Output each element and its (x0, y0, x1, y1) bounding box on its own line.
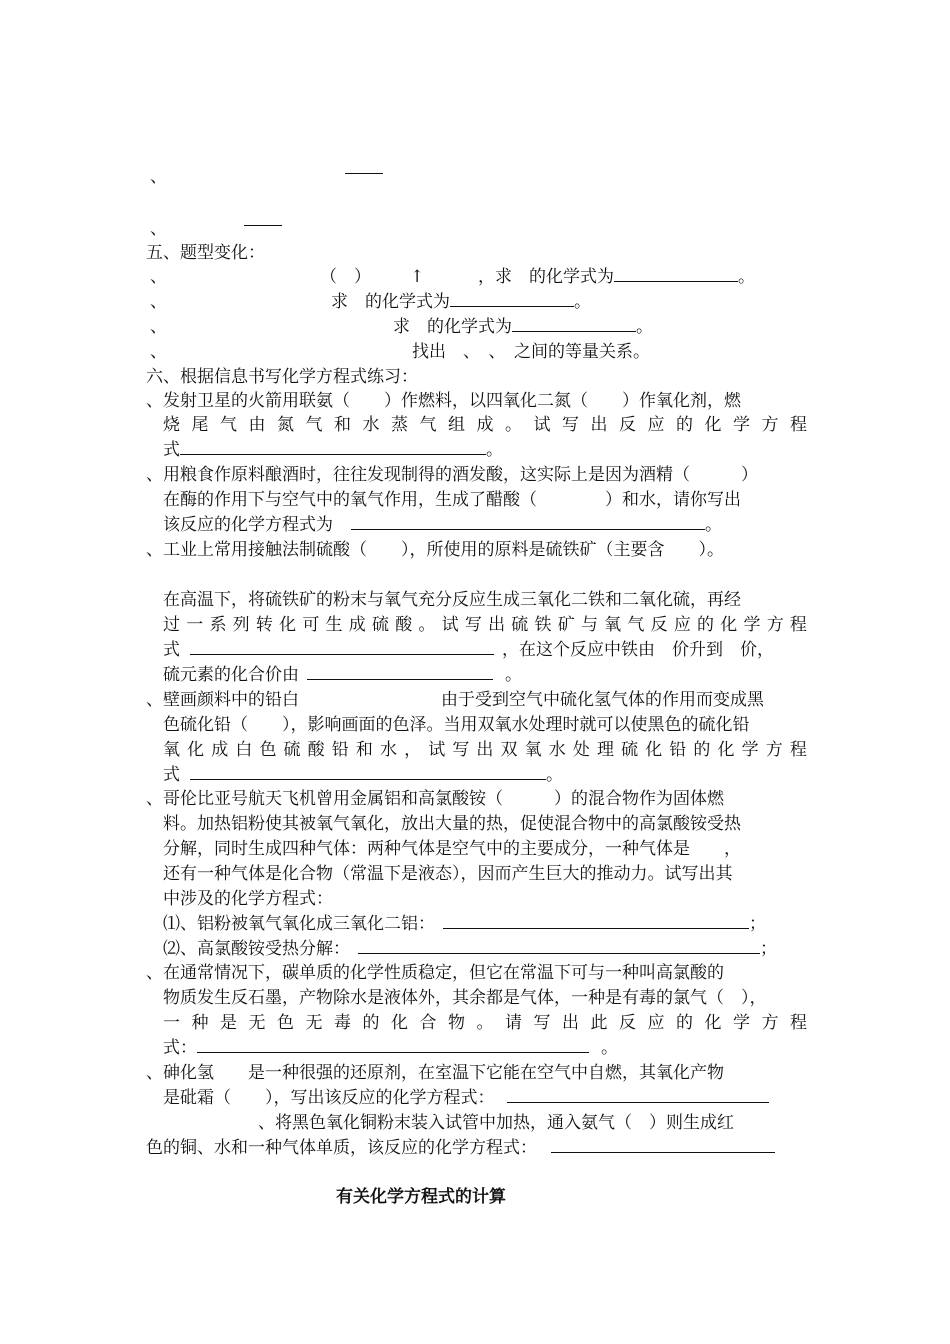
char: 合 (419, 1013, 437, 1033)
text: 是砒霜（ ），写出该反应的化学方程式： (163, 1088, 495, 1108)
char: 双 (500, 740, 518, 760)
p5-line-3: 分解，同时生成四种气体：两种气体是空气中的主要成分，一种气体是 ， (163, 839, 741, 859)
text: 硫元素的化合价由 (163, 665, 299, 685)
char: 方 (765, 740, 783, 760)
char: 学 (743, 615, 761, 635)
char: 烧 (163, 415, 180, 435)
semicolon: ； (760, 939, 777, 959)
char: 水 (362, 415, 380, 435)
p5-line-5: 中涉及的化学方程式： (163, 889, 333, 909)
char: 铅 (669, 740, 687, 760)
char: 氧 (524, 740, 542, 760)
char: 。 (505, 415, 522, 435)
char: 程 (789, 615, 807, 635)
char: 出 (476, 740, 494, 760)
text: 式 (163, 765, 180, 785)
char: 色 (259, 740, 277, 760)
char: 生 (325, 615, 343, 635)
char: 酸 (395, 615, 413, 635)
p4-line-2: 色硫化铅（ ），影响画面的色泽。当用双氧水处理时就可以使黑色的硫化铅 (163, 715, 750, 735)
sec5-q1-paren: （ ） (320, 267, 371, 287)
char: 氧 (163, 740, 180, 760)
char: 一 (186, 615, 204, 635)
answer-blank (351, 514, 705, 530)
char: 反 (650, 615, 668, 635)
char: 方 (761, 1013, 779, 1033)
char: 处 (572, 740, 590, 760)
char: 学 (741, 740, 759, 760)
char: 方 (766, 615, 784, 635)
char: 是 (220, 1013, 237, 1033)
char: 程 (790, 415, 807, 435)
char: 。 (476, 1013, 494, 1033)
sec5-q4-text: 找出 、 、 之间的等量关系。 (412, 342, 650, 362)
period: 。 (486, 440, 503, 460)
answer-blank (180, 439, 486, 455)
char: 气 (220, 415, 237, 435)
answer-blank (614, 266, 738, 282)
p3-line-5 (163, 664, 522, 686)
char: 无 (248, 1013, 266, 1033)
period: 。 (546, 765, 563, 785)
p7-line-2 (163, 1087, 769, 1109)
char: 可 (302, 615, 320, 635)
char: 色 (277, 1013, 294, 1033)
text: ⑴、铝粉被氧气氧化成三氧化二铝： (163, 914, 435, 934)
section-5-heading: 五、题型变化： (146, 243, 265, 263)
char: 硫 (511, 615, 529, 635)
sec5-q3-text (393, 316, 653, 338)
p3-line-2: 在高温下，将硫铁矿的粉末与氧气充分反应生成三氧化二铁和二氧化硫，再经 (163, 590, 741, 610)
section-title: 有关化学方程式的计算 (336, 1187, 506, 1207)
question-text: ，求 的化学式为 (478, 267, 614, 287)
char: 写 (562, 415, 579, 435)
char: 成 (476, 415, 494, 435)
p8-line-1: 、将黑色氧化铜粉末装入试管中加热，通入氨气（ ）则生成红 (258, 1113, 734, 1133)
p6-line-4 (163, 1037, 618, 1059)
char: 写 (533, 1013, 551, 1033)
p5-line-1: 、哥伦比亚号航天飞机曾用金属铝和高氯酸铵（ ）的混合物作为固体燃 (146, 789, 724, 809)
char: 反 (619, 1013, 636, 1033)
char: 程 (789, 740, 807, 760)
text: 式： (163, 1038, 197, 1058)
char: 物 (448, 1013, 465, 1033)
period: 。 (705, 515, 722, 535)
p5-line-4: 还有一种气体是化合物（常温下是液态），因而产生巨大的推动力。试写出其 (163, 864, 733, 884)
char: 试 (441, 615, 459, 635)
char: 系 (209, 615, 227, 635)
period: 。 (505, 665, 522, 685)
p5-sub-1 (163, 913, 766, 935)
p1-line-1: 、发射卫星的火箭用联氨（ ）作燃料，以四氧化二氮（ ）作氧化剂，燃 (146, 391, 741, 411)
char: 成 (348, 615, 366, 635)
char: 请 (505, 1013, 522, 1033)
char: 化 (717, 740, 735, 760)
char: 矿 (557, 615, 575, 635)
char: 酸 (307, 740, 325, 760)
char: 出 (590, 415, 608, 435)
answer-blank (551, 1137, 775, 1153)
char: 化 (704, 415, 722, 435)
answer-blank (450, 291, 574, 307)
char: 的 (362, 1013, 380, 1033)
char: 白 (235, 740, 253, 760)
char: 气 (305, 415, 323, 435)
char: 出 (562, 1013, 579, 1033)
char: 程 (790, 1013, 807, 1033)
p4-line-3 (163, 739, 807, 761)
p6-line-1: 、在通常情况下，碳单质的化学性质稳定，但它在常温下可与一种叫高氯酸的 (146, 963, 724, 983)
question-text: 求 的化学式为 (331, 292, 450, 312)
char: 气 (627, 615, 645, 635)
char: 化 (720, 615, 738, 635)
blank-line-1 (345, 158, 383, 180)
char: 过 (163, 615, 180, 635)
char: 的 (693, 740, 711, 760)
sec5-q3-mark: 、 (150, 317, 167, 337)
char: 理 (596, 740, 614, 760)
p1-line-3 (163, 439, 503, 461)
item-mark: 、 (150, 219, 167, 239)
char: 成 (211, 740, 229, 760)
char: 列 (232, 615, 250, 635)
p2-line-2: 在酶的作用下与空气中的氧气作用，生成了醋酸（ ）和水，请你写出 (163, 490, 741, 510)
fragment-line-1 (150, 166, 167, 188)
sec5-q2-text (331, 291, 591, 313)
text: ，在这个反应中铁由 价升到 价， (502, 640, 774, 660)
char: 与 (580, 615, 598, 635)
p2-line-3 (163, 514, 722, 536)
char: 。 (418, 615, 436, 635)
char: 氧 (604, 615, 622, 635)
char: 毒 (334, 1013, 351, 1033)
char: 水 (548, 740, 566, 760)
char: 氮 (277, 415, 294, 435)
answer-blank (190, 639, 494, 655)
answer-blank (358, 938, 760, 954)
sec5-q4-mark: 、 (150, 342, 167, 362)
char: 硫 (283, 740, 301, 760)
p3-line-1: 、工业上常用接触法制硫酸（ ），所使用的原料是硫铁矿（主要含 ）。 (146, 540, 724, 560)
char: 此 (590, 1013, 608, 1033)
section-6-heading: 六、根据信息书写化学方程式练习： (146, 367, 418, 387)
char: 的 (676, 415, 693, 435)
up-arrow-icon: ↑ (410, 267, 425, 287)
char: ， (404, 740, 422, 760)
p7-line-1: 、砷化氢 是一种很强的还原剂，在室温下它能在空气中自燃，其氧化产物 (146, 1063, 724, 1083)
char: 硫 (621, 740, 639, 760)
question-text: 求 的化学式为 (393, 317, 512, 337)
p5-sub-2 (163, 938, 777, 960)
char: 化 (187, 740, 205, 760)
char: 水 (379, 740, 397, 760)
p3-line-4 (163, 639, 807, 661)
char: 写 (452, 740, 470, 760)
period: 。 (636, 317, 653, 337)
p4-line-1b: 由于受到空气中硫化氢气体的作用而变成黑 (441, 690, 764, 710)
text: ⑵、高氯酸铵受热分解： (163, 939, 350, 959)
char: 转 (255, 615, 273, 635)
text: 该反应的化学方程式为 (163, 515, 333, 535)
char: 铁 (534, 615, 552, 635)
answer-blank (507, 1087, 769, 1103)
text: 式 (163, 440, 180, 460)
char: 应 (647, 415, 665, 435)
char: 和 (334, 415, 351, 435)
char: 化 (704, 1013, 722, 1033)
p3-line-3 (163, 614, 807, 636)
p5-line-2: 料。加热铝粉使其被氧气氧化，放出大量的热，促使混合物中的高氯酸铵受热 (163, 814, 741, 834)
char: 铅 (331, 740, 349, 760)
char: 试 (533, 415, 551, 435)
char: 化 (279, 615, 297, 635)
answer-blank (307, 664, 493, 680)
char: 方 (761, 415, 779, 435)
char: 由 (248, 415, 266, 435)
period: 。 (574, 292, 591, 312)
p8-line-2 (146, 1137, 775, 1159)
period: 。 (601, 1038, 618, 1058)
char: 无 (305, 1013, 323, 1033)
char: 一 (163, 1013, 180, 1033)
fragment-line-2 (150, 218, 167, 240)
text: 式 (163, 640, 180, 660)
char: 学 (733, 415, 750, 435)
char: 和 (355, 740, 373, 760)
p2-line-1: 、用粮食作原料酿酒时，往往发现制得的酒发酸，这实际上是因为酒精（ ） (146, 465, 758, 485)
p1-line-2 (163, 414, 807, 436)
char: 硫 (371, 615, 389, 635)
char: 试 (428, 740, 446, 760)
char: 种 (191, 1013, 209, 1033)
char: 化 (391, 1013, 408, 1033)
char: 气 (419, 415, 437, 435)
char: 反 (619, 415, 636, 435)
char: 学 (733, 1013, 750, 1033)
char: 出 (488, 615, 506, 635)
item-mark: 、 (150, 167, 167, 187)
answer-blank (512, 316, 636, 332)
text: 色的铜、水和一种气体单质，该反应的化学方程式： (146, 1138, 537, 1158)
char: 尾 (191, 415, 209, 435)
char: 化 (645, 740, 663, 760)
p4-line-4 (163, 764, 563, 786)
blank-line-2 (244, 210, 282, 232)
period: 。 (738, 267, 755, 287)
char: 组 (448, 415, 465, 435)
sec5-q1-text (478, 266, 755, 288)
char: 应 (673, 615, 691, 635)
char: 的 (697, 615, 715, 635)
answer-blank (443, 913, 749, 929)
answer-blank (190, 764, 546, 780)
semicolon: ； (749, 914, 766, 934)
sec5-q2-mark: 、 (150, 292, 167, 312)
p4-line-1a: 、壁画颜料中的铅白 (146, 690, 299, 710)
p6-line-2: 物质发生反石墨，产物除水是液体外，其余都是气体，一种是有毒的氯气（ ）， (163, 988, 767, 1008)
char: 应 (647, 1013, 665, 1033)
sec5-q1-mark: 、 (150, 267, 167, 287)
char: 蒸 (391, 415, 408, 435)
char: 写 (464, 615, 482, 635)
answer-blank (197, 1037, 589, 1053)
p6-line-3 (163, 1012, 807, 1034)
char: 的 (676, 1013, 693, 1033)
